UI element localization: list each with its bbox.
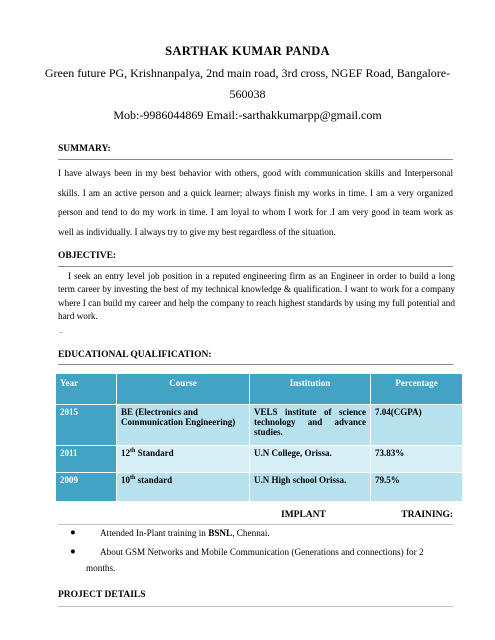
cell-course: BE (Electronics and Communication Engineering) [117,405,250,446]
column-header-year: Year [56,374,117,405]
cell-course [117,473,250,502]
column-header-institution: Institution [250,374,371,405]
project-divider [58,606,453,607]
education-table [55,373,463,502]
objective-trailing-mark: . [60,326,62,335]
table-row [56,473,463,502]
column-header-percentage: Percentage [371,374,463,405]
cell-percentage: 7.04(CGPA) [371,405,463,446]
implant-item-2-line1: About GSM Networks and Mobile Communication (Generations and connections) for 2 [100,547,424,557]
cell-institution: U.N College, Orissa. [250,446,371,473]
course-ordinal: th [130,475,136,481]
implant-item-1: Attended In-Plant training in BSNL, Chennai. [100,528,270,538]
table-header-row [56,374,463,405]
cell-percentage: 73.83% [371,446,463,473]
education-heading: EDUCATIONAL QUALIFICATION: [58,350,212,360]
implant-company: BSNL [208,528,233,538]
objective-heading: OBJECTIVE: [58,251,117,261]
implant-item-2-line2: months. [86,563,116,573]
contact-line: Mob:-9986044869 Email:-sarthakkumarpp@gmail.com [113,108,382,122]
table-row [56,446,463,473]
column-header-course: Course [117,374,250,405]
address-line-2: 560038 [229,87,266,101]
project-heading: PROJECT DETAILS [58,590,146,600]
summary-heading: SUMMARY: [58,144,111,154]
bullet-icon: ● [70,547,76,557]
cell-year: 2015 [56,405,117,446]
objective-divider [58,266,453,267]
training-word: TRAINING: [401,510,453,520]
course-number: 10 [121,475,130,485]
education-divider [58,364,453,365]
bullet-icon: ● [70,528,76,538]
cell-institution: U.N High school Orissa. [250,473,371,502]
course-number: 12 [121,448,130,458]
implant-divider [58,524,453,525]
objective-text: I seek an entry level job position in a reputed engineering firm as an Engineer in order to build a long term career by investing the best of my technical knowledge & qualification. I want to work for a company where I can build my career and help the company to reach highest standards by using my full potential and hard work. [58,271,455,321]
cell-year: 2011 [56,446,117,473]
summary-divider [58,159,453,160]
course-ordinal: th [130,448,136,454]
course-rest: Standard [135,448,174,458]
cell-institution: VELS institute of science technology and advance studies. [250,405,371,446]
candidate-name: SARTHAK KUMAR PANDA [165,44,330,58]
course-rest: standard [135,475,173,485]
cell-course [117,446,250,473]
table-row [56,405,463,446]
cell-year: 2009 [56,473,117,502]
cell-percentage: 79.5% [371,473,463,502]
address-line-1: Green future PG, Krishnanpalya, 2nd main road, 3rd cross, NGEF Road, Bangalore- [44,66,451,80]
implant-word: IMPLANT [281,510,326,520]
summary-text: I have always been in my best behavior with others, good with communication skills and Interpersonal skills. I am an active person and a quick learner; always finish my works in time. I am a very organized person and tend to do my work in time. I am loyal to whom I work for .I am very good in team work as well as individually. I always try to give my best regardless of the situation. [58,168,453,237]
